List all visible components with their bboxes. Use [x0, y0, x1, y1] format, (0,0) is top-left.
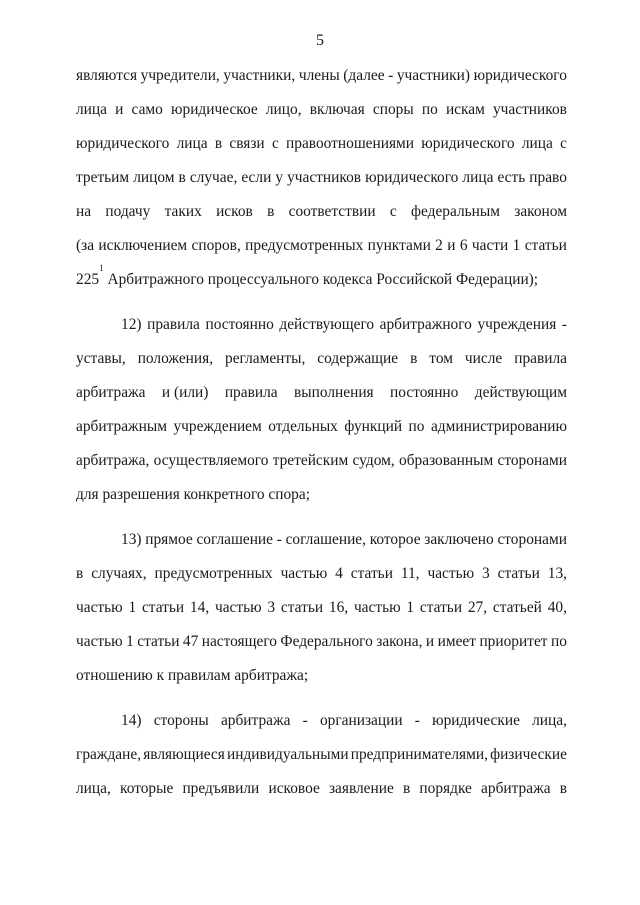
word: 12) — [121, 316, 142, 333]
word: соглашение — [196, 531, 273, 548]
word: по — [408, 418, 425, 435]
word: Арбитражного процессуального кодекса Российской Федерации); — [107, 271, 539, 288]
word: третейским — [272, 452, 349, 469]
word: юридического — [473, 67, 567, 84]
word: содержащие — [317, 350, 399, 367]
word: юридического — [76, 135, 170, 152]
word: законом — [514, 203, 567, 220]
word: 47 — [182, 633, 199, 650]
word: 2 — [435, 237, 443, 254]
word: таких — [164, 203, 202, 220]
word: в — [267, 203, 275, 220]
word: участников — [492, 101, 567, 118]
word: (за — [76, 237, 95, 254]
word: с — [560, 135, 567, 152]
word: которое — [369, 531, 421, 548]
text-line — [76, 64, 567, 88]
word: заявление — [328, 780, 394, 797]
word: сторонами — [497, 452, 567, 469]
word: арбитража — [481, 780, 551, 797]
text-line — [76, 483, 567, 507]
word: предусмотренных — [245, 237, 364, 254]
text-line — [76, 98, 567, 122]
word: есть — [497, 169, 526, 186]
text-line — [121, 709, 567, 733]
word: правоотношениями — [286, 135, 415, 152]
word: граждане, — [76, 746, 142, 763]
word: у — [275, 169, 284, 186]
word: случае, — [189, 169, 238, 186]
word: арбитражным — [76, 418, 167, 435]
page-number: 5 — [316, 32, 324, 49]
word: приоритет — [479, 633, 548, 650]
word: частью — [427, 565, 475, 582]
word: 27, — [467, 599, 488, 616]
superscript-mark: 1 — [99, 263, 104, 273]
text-line — [121, 313, 567, 337]
word: правила — [514, 350, 567, 367]
word: и — [425, 633, 435, 650]
word: подачу — [105, 203, 151, 220]
word: по — [421, 101, 438, 118]
word: и — [115, 101, 124, 118]
word: статьей — [492, 599, 542, 616]
word: индивидуальными — [226, 746, 349, 763]
word: сторонами — [497, 531, 567, 548]
word: - — [388, 67, 394, 84]
word: с — [271, 135, 279, 152]
word: соответствии — [288, 203, 376, 220]
word: регламенты, — [225, 350, 306, 367]
word: судом, — [352, 452, 395, 469]
word: частью — [353, 599, 401, 616]
word: лица — [462, 169, 494, 186]
word: имеет — [437, 633, 476, 650]
word: правила — [147, 316, 200, 333]
word: 1 — [512, 237, 521, 254]
word: учредители, — [140, 67, 220, 84]
word: исков — [216, 203, 253, 220]
text-line — [76, 415, 567, 439]
word: искам — [445, 101, 485, 118]
word: заключено — [424, 531, 494, 548]
word: в — [214, 135, 223, 152]
word: действующим — [474, 384, 567, 401]
word: лицом — [133, 169, 175, 186]
text-line — [76, 234, 567, 258]
word: юридического — [421, 135, 515, 152]
text-line — [76, 166, 567, 190]
word: Федерального — [280, 633, 373, 650]
word: лица — [176, 135, 208, 152]
word: частью — [76, 599, 123, 616]
word: споры — [372, 101, 414, 118]
word: которые — [120, 780, 174, 797]
word: осуществляемого — [153, 452, 269, 469]
word: 11, — [400, 565, 420, 582]
word: федеральным — [411, 203, 500, 220]
word: том — [429, 350, 453, 367]
word: 4 — [335, 565, 343, 582]
word: действующего — [279, 316, 375, 333]
word: статьи — [419, 599, 463, 616]
word: 1 — [126, 633, 134, 650]
word: функций — [344, 418, 403, 435]
word: с — [389, 203, 397, 220]
word: 13, — [547, 565, 567, 582]
text-line — [121, 528, 567, 552]
word: - — [414, 712, 420, 729]
word: исковое — [268, 780, 320, 797]
word: предъявили — [182, 780, 260, 797]
word: постоянно — [390, 384, 459, 401]
word: в — [178, 169, 186, 186]
word: исключением — [98, 237, 188, 254]
word: постоянно — [205, 316, 274, 333]
text-line — [76, 664, 567, 688]
word: 1 — [406, 599, 415, 616]
word: соглашение, — [285, 531, 366, 548]
word: выполнения — [294, 384, 374, 401]
word: связи — [229, 135, 265, 152]
word: 14) — [121, 712, 142, 729]
word: статьи — [280, 599, 324, 616]
word: в — [76, 565, 84, 582]
word: для разрешения конкретного спора; — [76, 486, 310, 503]
word: 40, — [547, 599, 567, 616]
word: лица, — [532, 712, 567, 729]
word: - — [561, 316, 567, 333]
word: члены — [298, 67, 340, 84]
word: являющиеся — [143, 746, 225, 763]
word: отдельных — [268, 418, 338, 435]
text-line — [76, 630, 567, 654]
word: - — [302, 712, 308, 729]
word: лица — [521, 135, 553, 152]
word: в — [402, 780, 411, 797]
text-line — [76, 596, 567, 620]
word: юридическое — [171, 101, 258, 118]
word: арбитражного — [379, 316, 472, 333]
word: 1 — [128, 599, 137, 616]
word: предпринимателями, — [350, 746, 488, 763]
text-line — [76, 263, 567, 292]
word: учреждения — [477, 316, 557, 333]
word: 6 — [459, 237, 468, 254]
word: 16, — [328, 599, 349, 616]
word: порядке — [419, 780, 472, 797]
text-line — [76, 381, 567, 405]
word: и — [447, 237, 456, 254]
word: пунктами — [367, 237, 431, 254]
word: 14, — [189, 599, 210, 616]
word: положения, — [137, 350, 214, 367]
word: статьи — [141, 599, 185, 616]
word: (далее — [343, 67, 385, 84]
word: физические — [490, 746, 567, 763]
word: третьим — [76, 169, 130, 186]
word: 3 — [267, 599, 276, 616]
word: участники) — [396, 67, 470, 84]
word: образованным — [399, 452, 494, 469]
word: юридические — [432, 712, 520, 729]
word: юридического — [365, 169, 459, 186]
text-line — [76, 132, 567, 156]
text-line — [76, 562, 567, 586]
word: участников — [287, 169, 362, 186]
text-line — [76, 449, 567, 473]
word: частью — [76, 633, 123, 650]
text-line — [76, 347, 567, 371]
word: 225 — [76, 271, 100, 288]
word: статьи — [524, 237, 567, 254]
text-line — [76, 743, 567, 767]
word: части — [471, 237, 509, 254]
word: учреждением — [173, 418, 262, 435]
word: - — [276, 531, 282, 548]
word: организации — [319, 712, 403, 729]
word: предусмотренных — [154, 565, 273, 582]
word: статьи — [137, 633, 180, 650]
word: на — [76, 203, 92, 220]
word: включая — [309, 101, 365, 118]
text-line — [76, 777, 567, 801]
word: закона, — [376, 633, 423, 650]
word: лица, — [76, 780, 111, 797]
word: прямое — [145, 531, 193, 548]
word: участники, — [223, 67, 296, 84]
word: и (или) — [161, 384, 209, 401]
word: являются — [76, 67, 138, 84]
word: частью — [280, 565, 328, 582]
word: арбитража — [220, 712, 291, 729]
word: арбитража, — [76, 452, 150, 469]
word: статьи — [350, 565, 393, 582]
word: случаях, — [91, 565, 147, 582]
word: по — [550, 633, 567, 650]
word: отношению к правилам арбитража; — [76, 667, 309, 684]
word: уставы, — [76, 350, 126, 367]
word: стороны — [153, 712, 209, 729]
word: арбитража — [76, 384, 146, 401]
word: право — [529, 169, 567, 186]
word: администрированию — [430, 418, 567, 435]
word: само — [131, 101, 163, 118]
word: частью — [214, 599, 262, 616]
word: споров, — [191, 237, 241, 254]
word: настоящего — [201, 633, 277, 650]
word: в — [559, 780, 567, 797]
word: статьи — [497, 565, 540, 582]
word: числе — [464, 350, 503, 367]
word: в — [410, 350, 418, 367]
word: лица — [76, 101, 107, 118]
word: 3 — [482, 565, 490, 582]
word: если — [241, 169, 272, 186]
word: 13) — [121, 531, 142, 548]
text-line — [76, 200, 567, 224]
word: правила — [224, 384, 278, 401]
word: лицо, — [265, 101, 302, 118]
